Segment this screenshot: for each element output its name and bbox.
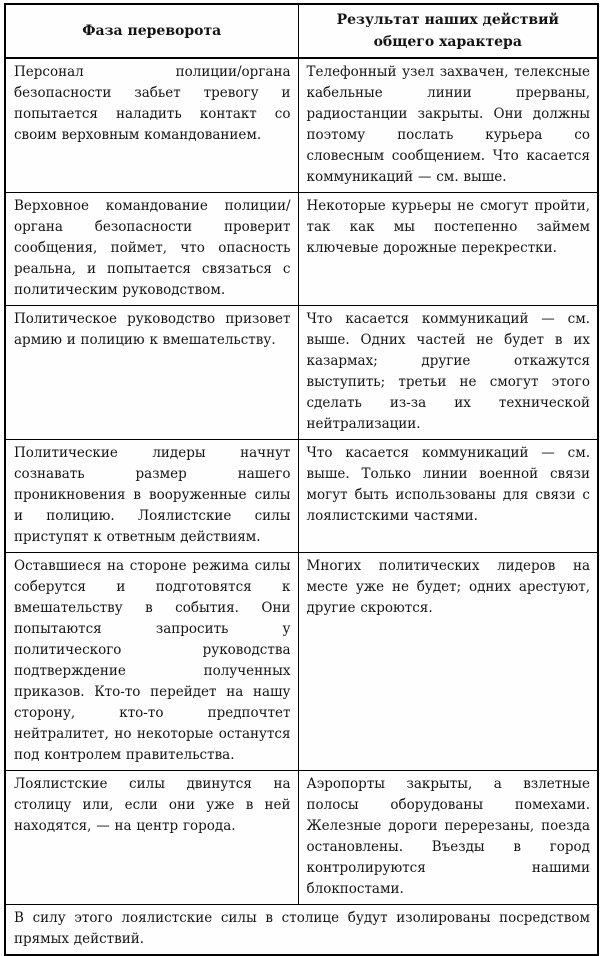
result-cell: Что касается коммуникаций — см. выше. Одних частей не будет в их казармах; другие откажутся выступить; третьи не смогут этого сделать из-за их технической нейтрализации. <box>298 306 598 440</box>
result-cell: Некоторые курьеры не смогут пройти, так как мы постепенно займем ключевые дорожные перекрестки. <box>298 193 598 306</box>
phase-cell: Оставшиеся на стороне режима силы соберутся и подготовятся к вмешательству в события. Они попытаются запросить у политического руководства подтверждение полученных приказов. Кто-то перейдет на нашу сторону, кто-то предпочтет нейтралитет, но некоторые останутся под контролем правительства. <box>5 553 298 771</box>
table-header <box>5 4 598 58</box>
footer-cell: В силу этого лоялистские силы в столице будут изолированы посредством прямых действий. <box>5 905 598 956</box>
phase-cell: Верховное командование полиции/органа безопасности проверит сообщения, поймет, что опасность реальна, и попытается связаться с политическим руководством. <box>5 193 298 306</box>
table-row <box>5 553 598 771</box>
phase-cell: Политическое руководство призовет армию и полицию к вмешательству. <box>5 306 298 440</box>
table-body <box>5 58 598 955</box>
table-row <box>5 58 598 193</box>
table-row-spanning <box>5 905 598 956</box>
phase-cell: Лоялистские силы двинутся на столицу или, если они уже в ней находятся, — на центр города. <box>5 771 298 905</box>
result-cell: Многих политических лидеров на месте уже не будет; одних арестуют, другие скроются. <box>298 553 598 771</box>
result-cell: Аэропорты закрыты, а взлетные полосы оборудованы помехами. Железные дороги перерезаны, поезда остановлены. Въезды в город контролируются нашими блокпостами. <box>298 771 598 905</box>
table-row <box>5 193 598 306</box>
result-cell: Телефонный узел захвачен, телексные кабельные линии прерваны, радиостанции закрыты. Они должны поэтому послать курьера со словесным сообщением. Что касается коммуникаций — см. выше. <box>298 58 598 193</box>
result-cell: Что касается коммуникаций — см. выше. Только линии военной связи могут быть использованы для связи с лоялистскими частями. <box>298 440 598 553</box>
column-header-result: Результат наших действий общего характера <box>298 4 598 58</box>
phase-cell: Политические лидеры начнут сознавать размер нашего проникновения в вооруженные силы и полицию. Лоялистские силы приступят к ответным действиям. <box>5 440 298 553</box>
table-row <box>5 440 598 553</box>
header-row <box>5 4 598 58</box>
coup-phases-table <box>4 3 599 956</box>
table-row <box>5 771 598 905</box>
table-row <box>5 306 598 440</box>
column-header-phase: Фаза переворота <box>5 4 298 58</box>
phase-cell: Персонал полиции/органа безопасности забьет тревогу и попытается наладить контакт со своим верховным командованием. <box>5 58 298 193</box>
